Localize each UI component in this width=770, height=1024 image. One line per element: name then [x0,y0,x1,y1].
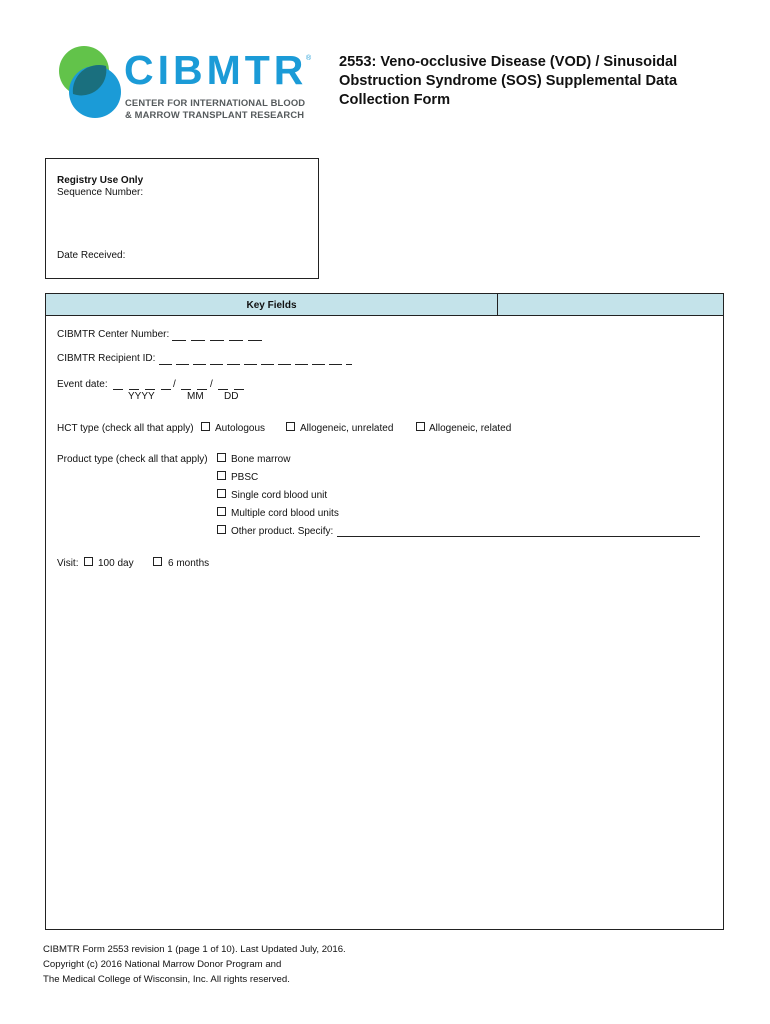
footer-line2: Copyright (c) 2016 National Marrow Donor Program and [43,959,282,970]
hct-autologous-label: Autologous [215,423,266,434]
visit-6-months-label: 6 months [168,558,210,569]
visit-6-months-checkbox[interactable] [153,557,162,566]
date-slash-2: / [210,379,213,390]
date-mm-hint: MM [187,391,204,402]
logo-subtitle-line1: CENTER FOR INTERNATIONAL BLOOD [125,97,306,108]
logo-wordmark: CIBMTR [124,47,308,93]
logo-subtitle-line2: & MARROW TRANSPLANT RESEARCH [125,109,305,120]
date-slash-1: / [173,379,176,390]
product-multiple-cord-checkbox[interactable] [217,507,226,516]
hct-allogeneic-unrelated-checkbox[interactable] [286,422,295,431]
product-bone-marrow-checkbox[interactable] [217,453,226,462]
product-pbsc-checkbox[interactable] [217,471,226,480]
visit-label: Visit: [57,558,79,569]
hct-autologous-checkbox[interactable] [201,422,210,431]
date-yyyy-hint: YYYY [128,391,155,402]
date-received-label: Date Received: [57,250,126,261]
footer-line3: The Medical College of Wisconsin, Inc. All rights reserved. [43,974,290,985]
footer-line1: CIBMTR Form 2553 revision 1 (page 1 of 10). Last Updated July, 2016. [43,944,346,955]
product-single-cord-label: Single cord blood unit [231,490,328,501]
product-bone-marrow-label: Bone marrow [231,454,291,465]
key-fields-header-divider [497,294,498,316]
sequence-number-label: Sequence Number: [57,187,144,198]
logo-registered-mark: ® [306,55,312,62]
key-fields-header-text: Key Fields [246,300,297,311]
form-title: 2553: Veno-occlusive Disease (VOD) / Sinusoidal Obstruction Syndrome (SOS) Supplemental Data Collection Form [339,54,678,108]
hct-allogeneic-related-checkbox[interactable] [416,422,425,431]
hct-allogeneic-unrelated-label: Allogeneic, unrelated [300,423,394,434]
product-type-label: Product type (check all that apply) [57,454,208,465]
hct-type-label: HCT type (check all that apply) [57,423,194,434]
event-date-label: Event date: [57,379,108,390]
logo-subtitle [125,97,305,121]
product-multiple-cord-label: Multiple cord blood units [231,508,339,519]
center-number-label: CIBMTR Center Number: [57,329,170,340]
recipient-id-label: CIBMTR Recipient ID: [57,353,156,364]
product-other-checkbox[interactable] [217,525,226,534]
product-other-label: Other product. Specify: [231,526,334,537]
date-dd-hint: DD [224,391,239,402]
product-pbsc-label: PBSC [231,472,259,483]
registry-heading: Registry Use Only [57,175,144,186]
visit-100-day-checkbox[interactable] [84,557,93,566]
hct-allogeneic-related-label: Allogeneic, related [429,423,512,434]
product-other-specify-field[interactable] [337,536,700,537]
product-single-cord-checkbox[interactable] [217,489,226,498]
visit-100-day-label: 100 day [98,558,134,569]
page-footer [43,942,346,987]
